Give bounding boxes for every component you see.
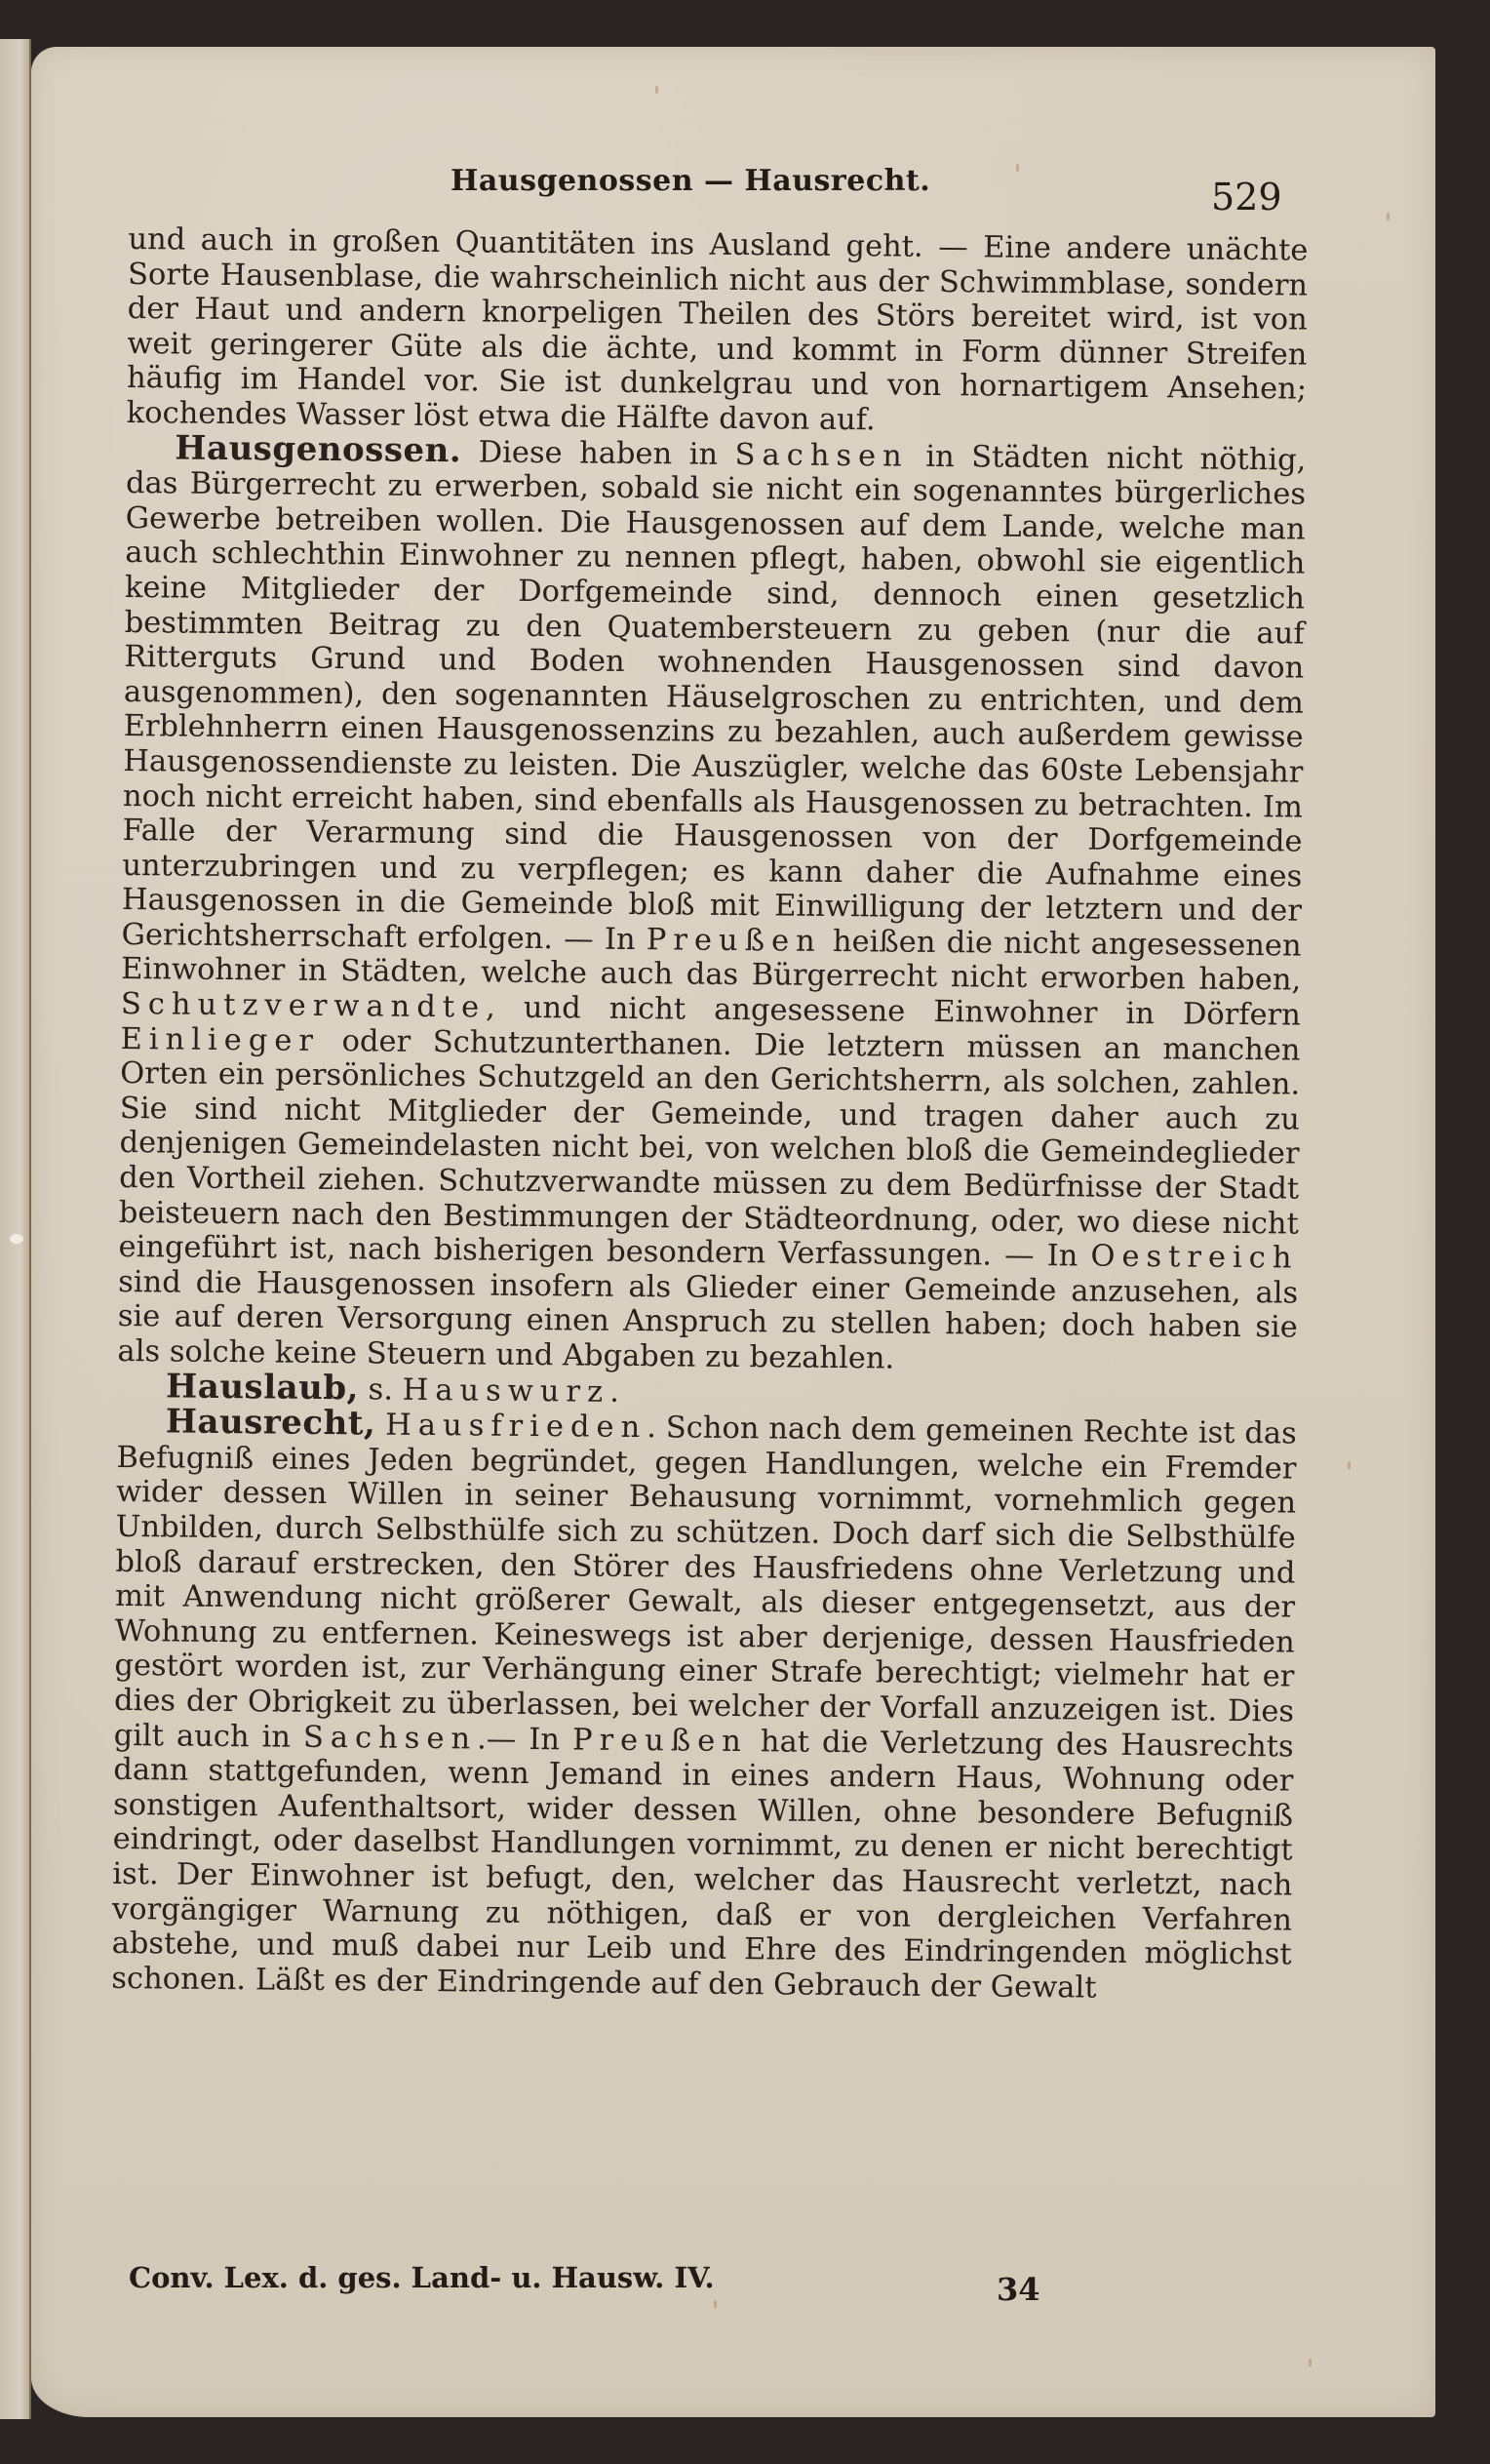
lemma-hauslaub: Hauslaub,	[165, 1367, 360, 1408]
spaced-emphasis: Oestreich	[1090, 1239, 1299, 1276]
paper-fleck	[714, 2300, 717, 2308]
lemma-hausrecht: Hausrecht,	[165, 1402, 376, 1444]
paragraph-continuation: und auch in großen Quantitäten ins Ausland geht. — Eine andere unächte Sorte Hausenblase, die wahrscheinlich nicht aus der Schwimmblase, sondern der Haut und andern knorpeligen Theilen des Störs bereitet wird, ist von weit geringerer Güte als die ächte, und kommt in Form dünner Streifen häufig im Handel vor. Sie ist dunkelgrau und von hornartigem Ansehen; kochendes Wasser löst etwa die Hälfte davon auf.	[126, 221, 1309, 438]
text-run: oder Schutzunterthanen. Die letztern müssen an manchen Orten ein persönliches Schutzgeld an den Gerichtsherrn, als solchen, zahlen. Sie sind nicht Mitglieder der Gemeinde, und tragen daher auch zu denjenigen Gemeindelasten nicht bei, von welchen bloß die Gemeindeglieder den Vortheil ziehen. Schutzverwandte müssen zu dem Bedürfnisse der Stadt beisteuern nach den Bestimmungen der Städteordnung, oder, wo diese nicht eingeführt ist, nach bisherigen besondern Verfassungen. — In	[118, 1023, 1301, 1274]
paper-tear	[10, 1234, 23, 1244]
text-run: s.	[358, 1371, 403, 1408]
running-head: Hausgenossen — Hausrecht.	[451, 164, 931, 198]
sheet-signature: Conv. Lex. d. ges. Land- u. Hausw. IV.	[129, 2261, 715, 2294]
text-run: sind die Hausgenossen insofern als Glieder einer Gemeinde anzusehen, als sie auf deren Versorgung einen Anspruch zu stellen haben; doch haben sie als solche keine Steuern und Abgaben zu bezahlen.	[117, 1264, 1299, 1376]
paper-fleck	[1348, 1461, 1351, 1469]
lemma-hausgenossen: Hausgenossen.	[175, 428, 462, 470]
entry-body	[117, 435, 1306, 1376]
sheet-number: 34	[997, 2271, 1040, 2308]
entry-hausgenossen	[117, 428, 1307, 1381]
spaced-emphasis: Preußen	[571, 1722, 749, 1759]
text-run: .— In	[476, 1722, 573, 1757]
spaced-emphasis: Einlieger	[120, 1021, 321, 1058]
spaced-emphasis: Sachsen	[734, 437, 909, 474]
spaced-emphasis: Schutzverwandte	[120, 987, 487, 1025]
text-run: .	[608, 1374, 620, 1410]
text-run: in Städten nicht nöthig, das Bürgerrecht zu erwerben, sobald sie nicht ein sogenanntes bürgerliches Gewerbe betreiben wollen. Die Hausgenossen auf dem Lande, welche man auch schlechthin Einwohner zu nennen pflegt, haben, obwohl sie eigentlich keine Mitglieder der Dorfgemeinde sind, dennoch einen gesetzlich bestimmten Beitrag zu den Quatembersteuern zu geben (nur die auf Ritterguts Grund und Boden wohnenden Hausgenossen sind davon ausgenommen), den sogenannten Häuselgroschen zu entrichten, und dem Erblehnherrn einen Hausgenossenzins zu bezahlen, auch außerdem gewisse Hausgenossendienste zu leisten. Die Auszügler, welche das 60ste Lebensjahr noch nicht erreicht haben, sind ebenfalls als Hausgenossen zu betrachten. Im Falle der Verarmung sind die Hausgenossen von der Dorfgemeinde unterzubringen und zu verpflegen; es kann daher die Aufnahme eines Hausgenossen in die Gemeinde bloß mit Einwilligung der letztern und der Gerichtsherrschaft erfolgen. — In	[121, 439, 1307, 958]
paper-fleck	[1309, 2359, 1312, 2366]
spaced-emphasis: Preußen	[646, 923, 822, 959]
text-run: , und nicht angesessene Einwohner in Dörfern	[485, 990, 1302, 1033]
entry-body	[359, 1372, 619, 1410]
text-run: hat die Verletzung des Hausrechts dann stattgefunden, wenn Jemand in eines andern Haus, Wohnung oder sonstigen Aufenthaltsort, wider dessen Willen, ohne besondere Befugniß eindringt, oder daselbst Handlungen vornimmt, zu denen er nicht berechtigt ist. Der Einwohner ist befugt, den, welcher das Hausrecht verletzt, nach vorgängiger Warnung zu nöthigen, daß er von dergleichen Verfahren abstehe, und muß dabei nur Leib und Ehre des Eindringenden möglichst schonen. Läßt es der Eindringende auf den Gebrauch der Gewalt	[111, 1724, 1294, 2006]
spaced-emphasis: Hauswurz	[402, 1372, 610, 1410]
page-number: 529	[1211, 176, 1282, 219]
paper-fleck	[1387, 213, 1390, 220]
spaced-emphasis: Sachsen	[302, 1720, 478, 1757]
spaced-emphasis: Hausfrieden	[385, 1408, 647, 1446]
text-run: . Schon nach dem gemeinen Rechte ist das Befugniß eines Jeden begründet, gegen Handlungen, welche ein Fremder wider dessen Willen in seiner Behausung vornimmt, vornehmlich gegen Unbilden, durch Selbsthülfe sich zu schützen. Doch darf sich die Selbsthülfe bloß darauf erstrecken, den Störer des Hausfriedens ohne Verletzung und mit Anwendung nicht größerer Gewalt, als dieser entgegensetzt, aus der Wohnung zu entfernen. Keineswegs ist aber derjenige, dessen Hausfrieden gestört worden ist, zur Verhängung einer Strafe berechtigt; vielmehr hat er dies der Obrigkeit zu überlassen, bei welcher der Vorfall anzuzeigen ist. Dies gilt auch in	[113, 1411, 1297, 1755]
page-footer	[129, 2261, 1104, 2308]
paper-fleck	[655, 86, 658, 94]
text-run: heißen die nicht angesessenen Einwohner in Städten, welche auch das Bürgerrecht nicht erworben haben,	[121, 924, 1302, 999]
body-text	[111, 222, 1308, 2007]
book-page	[31, 47, 1435, 2417]
entry-body	[111, 1409, 1297, 2006]
paper-fleck	[1016, 164, 1019, 172]
text-run: Diese haben in	[461, 434, 735, 472]
entry-hausrecht	[111, 1402, 1297, 2007]
adjacent-page-edge	[0, 39, 31, 2419]
